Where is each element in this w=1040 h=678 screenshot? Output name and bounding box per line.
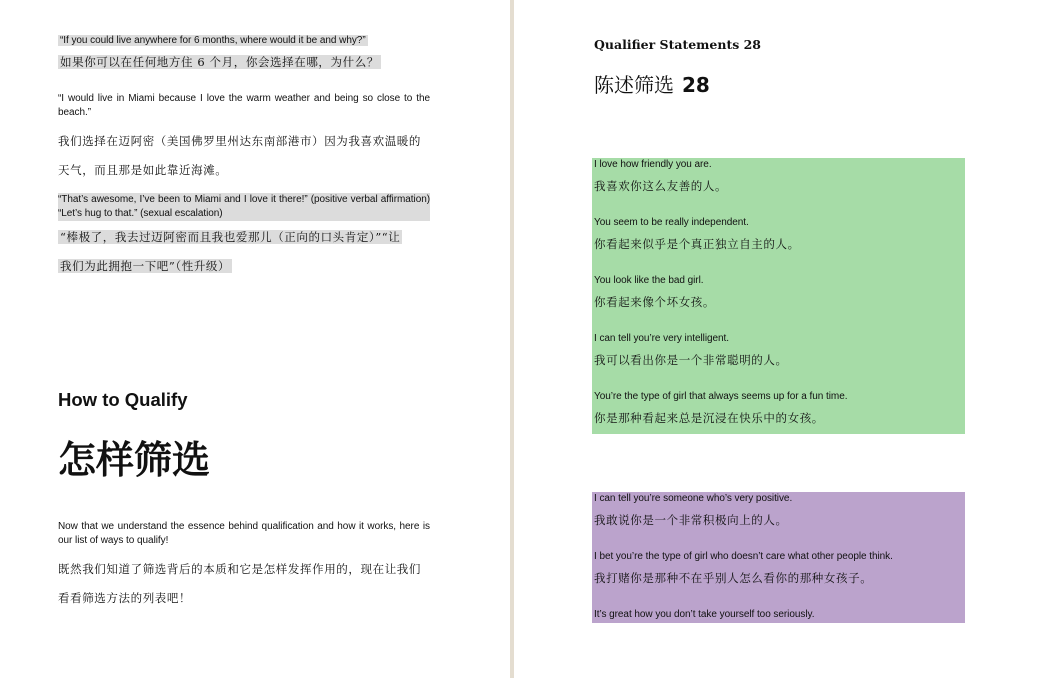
chapter-title-en: Qualifier Statements 28 [594,37,762,52]
statement-en: You look like the bad girl. [594,275,704,286]
chapter-title-zh-text: 陈述筛选 [594,73,674,97]
response-en: “That’s awesome, I’ve been to Miami and I love it there!” (positive verbal affirmation) “Let’s hug to that.” (sexual escalation) [58,194,430,219]
response-zh-line1-text: “棒极了，我去过迈阿密而且我也爱那儿（正向的口头肯定）”“让 [60,230,401,244]
statement-en: I love how friendly you are. [594,159,712,170]
response-en-block [58,193,430,221]
purple-statements-block [592,492,965,623]
right-page [514,0,1040,678]
response-zh-line2 [58,258,232,274]
chapter-title-zh [594,72,710,98]
statement-en: It’s great how you don’t take yourself too seriously. [594,609,815,620]
statement-zh: 你看起来像个坏女孩。 [594,295,715,309]
question-en [58,34,368,48]
green-statements-block [592,158,965,434]
left-page [0,0,510,678]
statement-en: I bet you’re the type of girl who doesn’t care what other people think. [594,551,893,562]
statement-en: I can tell you’re very intelligent. [594,333,729,344]
statement-zh: 我敢说你是一个非常积极向上的人。 [594,513,788,527]
statement-zh: 我喜欢你这么友善的人。 [594,179,728,193]
question-zh-text: 如果你可以在任何地方住 6 个月，你会选择在哪，为什么？ [60,55,379,69]
intro-en: Now that we understand the essence behind qualification and how it works, here is our list of ways to qualify! [58,521,430,546]
statement-zh: 你是那种看起来总是沉浸在快乐中的女孩。 [594,411,824,425]
question-en-text: “If you could live anywhere for 6 months, where would it be and why?” [60,35,366,46]
intro-zh: 既然我们知道了筛选背后的本质和它是怎样发挥作用的，现在让我们看看筛选方法的列表吧！ [58,562,421,605]
statement-zh: 你看起来似乎是个真正独立自主的人。 [594,237,800,251]
statement-en: You’re the type of girl that always seems up for a fun time. [594,391,848,402]
response-zh-line1 [58,229,402,245]
section-heading-zh: 怎样筛选 [58,438,211,482]
section-heading-en: How to Qualify [58,389,188,410]
statement-zh: 我可以看出你是一个非常聪明的人。 [594,353,788,367]
chapter-title-number: 28 [682,73,710,97]
answer-en: “I would live in Miami because I love the warm weather and being so close to the beach.” [58,93,430,118]
answer-zh: 我们选择在迈阿密（美国佛罗里州达东南部港市）因为我喜欢温暖的天气，而且那是如此靠近海滩。 [58,134,421,177]
statement-en: I can tell you’re someone who’s very positive. [594,493,793,504]
statement-zh: 我打赌你是那种不在乎别人怎么看你的那种女孩子。 [594,571,873,585]
statement-en: You seem to be really independent. [594,217,749,228]
question-zh [58,54,381,70]
response-zh-line2-text: 我们为此拥抱一下吧”（性升级） [60,259,231,273]
